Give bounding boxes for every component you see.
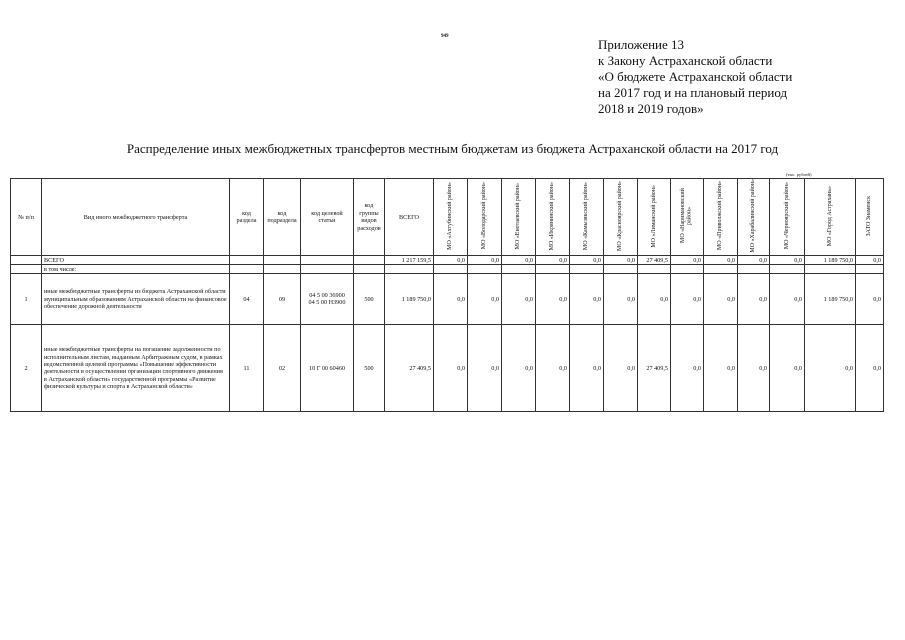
table-row-total xyxy=(11,256,884,265)
row-type: иные межбюджетные трансферты на погашение задолженности по исполнительным листам, выданным Арбитражным судом, в рамках ведомственной целевой программы «Повышение эффективности деятельности в осуществлении организации спортивного движения в Астраханской области» государственной программы «Развитие физической культуры и спорта в Астраханской области» xyxy=(42,325,230,412)
header-total: ВСЕГО xyxy=(385,179,434,256)
row-value: 0,0 xyxy=(805,325,856,412)
row-subsection: 02 xyxy=(264,325,301,412)
header-district: МО «Черноярский район» xyxy=(783,182,790,250)
header-district: МО «Енотаевский район» xyxy=(515,182,522,250)
total-sum: 1 217 159,5 xyxy=(385,256,434,265)
row-value: 0,0 xyxy=(704,325,738,412)
row-value: 0,0 xyxy=(671,325,704,412)
row-value: 1 189 750,0 xyxy=(805,274,856,325)
header-row xyxy=(11,179,884,256)
row-value: 0,0 xyxy=(856,274,884,325)
row-value: 0,0 xyxy=(704,274,738,325)
table-row xyxy=(11,274,884,325)
header-group: код группы видов расходов xyxy=(354,179,385,256)
total-value: 1 189 750,0 xyxy=(805,256,856,265)
row-num: 2 xyxy=(11,325,42,412)
header-district: МО «Володарский район» xyxy=(481,182,488,250)
row-type: иные межбюджетные трансферты из бюджета Астраханской области муниципальным образованиям Астраханской области на финансовое обеспечение дорожной деятельности xyxy=(42,274,230,325)
row-value: 0,0 xyxy=(502,325,536,412)
header-district: МО «Ахтубинский район» xyxy=(447,182,454,250)
row-value: 0,0 xyxy=(536,274,570,325)
header-district: МО «Лиманский район» xyxy=(650,184,657,248)
header-section: код раздела xyxy=(230,179,264,256)
row-target: 10 Г 00 60460 xyxy=(301,325,354,412)
total-value: 0,0 xyxy=(570,256,604,265)
row-target: 04 5 00 36900 04 5 00 Н3900 xyxy=(301,274,354,325)
row-value: 0,0 xyxy=(770,325,805,412)
header-district: МО «Красноярский район» xyxy=(617,181,624,251)
row-section: 11 xyxy=(230,325,264,412)
header-target: код целевой статьи xyxy=(301,179,354,256)
total-label: ВСЕГО xyxy=(42,256,230,265)
header-district: МО «Камызякский район» xyxy=(583,181,590,251)
appendix-heading xyxy=(598,37,878,117)
document-title: Распределение иных межбюджетных трансфертов местным бюджетам из бюджета Астраханской области на 2017 год xyxy=(126,141,779,156)
row-value: 0,0 xyxy=(468,325,502,412)
row-value: 0,0 xyxy=(570,325,604,412)
table-row-including xyxy=(11,265,884,274)
row-value: 0,0 xyxy=(738,325,770,412)
header-num: № п/п xyxy=(11,179,42,256)
row-value: 0,0 xyxy=(570,274,604,325)
row-value: 27 409,5 xyxy=(638,325,671,412)
row-value: 0,0 xyxy=(502,274,536,325)
header-district: МО «Наримановский район» xyxy=(680,188,693,244)
row-total: 27 409,5 xyxy=(385,325,434,412)
row-total: 1 189 750,0 xyxy=(385,274,434,325)
total-value: 0,0 xyxy=(704,256,738,265)
header-subsection: код подраздела xyxy=(264,179,301,256)
appendix-line: 2018 и 2019 годов» xyxy=(598,101,704,116)
total-value: 27 409,5 xyxy=(638,256,671,265)
header-type: Вид иного межбюджетного трансферта xyxy=(42,179,230,256)
appendix-line: Приложение 13 xyxy=(598,37,685,52)
row-value: 0,0 xyxy=(604,274,638,325)
row-value: 0,0 xyxy=(856,325,884,412)
row-value: 0,0 xyxy=(468,274,502,325)
total-value: 0,0 xyxy=(604,256,638,265)
appendix-line: «О бюджете Астраханской области xyxy=(598,69,793,84)
row-subsection: 09 xyxy=(264,274,301,325)
row-group: 500 xyxy=(354,274,385,325)
row-value: 0,0 xyxy=(738,274,770,325)
total-value: 0,0 xyxy=(434,256,468,265)
row-group: 500 xyxy=(354,325,385,412)
page-number: 949 xyxy=(441,34,449,39)
row-value: 0,0 xyxy=(671,274,704,325)
total-value: 0,0 xyxy=(536,256,570,265)
header-district: ЗАТО Знаменск xyxy=(866,195,873,237)
row-value: 0,0 xyxy=(770,274,805,325)
total-value: 0,0 xyxy=(671,256,704,265)
header-district: МО «Икрянинский район» xyxy=(549,181,556,251)
total-value: 0,0 xyxy=(738,256,770,265)
row-value: 0,0 xyxy=(604,325,638,412)
total-value: 0,0 xyxy=(770,256,805,265)
row-value: 0,0 xyxy=(434,274,468,325)
total-value: 0,0 xyxy=(468,256,502,265)
row-value: 0,0 xyxy=(638,274,671,325)
header-district: МО «Харабалинский район» xyxy=(750,179,757,253)
units-label: (тыс. рублей) xyxy=(786,172,812,177)
transfers-table xyxy=(10,178,884,412)
table-row xyxy=(11,325,884,412)
appendix-line: на 2017 год и на плановый период xyxy=(598,85,788,100)
total-value: 0,0 xyxy=(502,256,536,265)
total-value: 0,0 xyxy=(856,256,884,265)
header-district: МО «Город Астрахань» xyxy=(826,185,833,247)
header-district: МО «Приволжский район» xyxy=(717,181,724,251)
appendix-line: к Закону Астраханской области xyxy=(598,53,773,68)
row-num: 1 xyxy=(11,274,42,325)
including-label: в том числе: xyxy=(42,265,230,274)
row-section: 04 xyxy=(230,274,264,325)
row-value: 0,0 xyxy=(434,325,468,412)
row-value: 0,0 xyxy=(536,325,570,412)
